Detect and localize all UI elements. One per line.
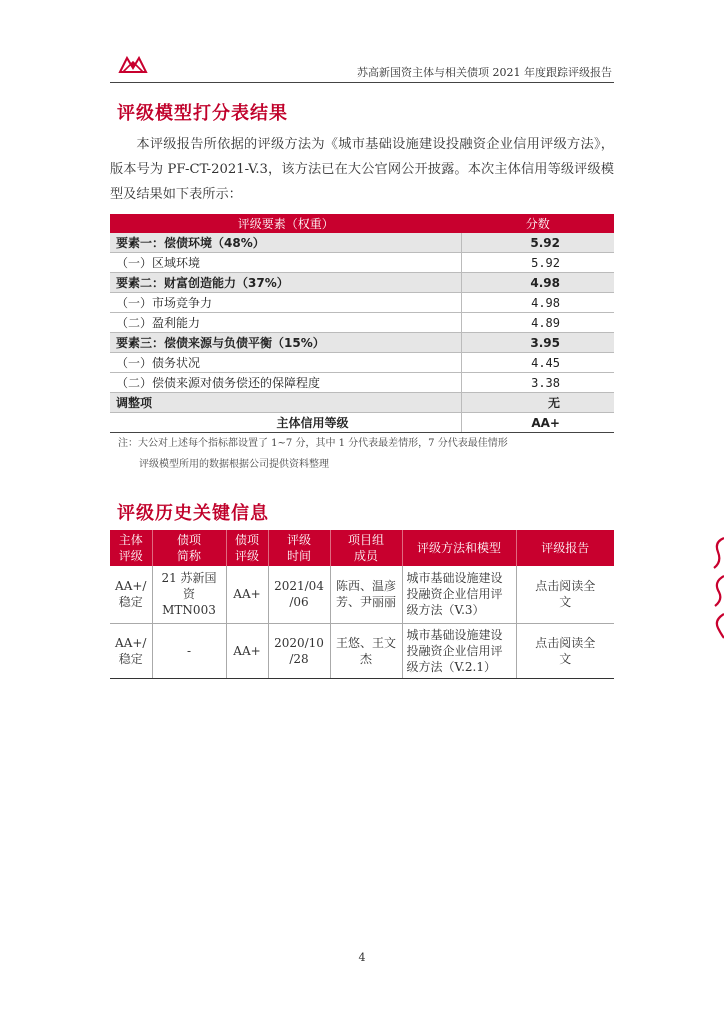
table-row: [110, 393, 614, 413]
column-header-method: 评级方法和模型: [402, 530, 516, 566]
table-row-final-rating: [110, 413, 614, 433]
factor-label: （二）偿债来源对债务偿还的保障程度: [110, 373, 462, 393]
factor-label: （一）市场竞争力: [110, 293, 462, 313]
factor-score: 3.38: [462, 373, 615, 393]
factor-label: 调整项: [110, 393, 462, 413]
factor-label: （二）盈利能力: [110, 313, 462, 333]
table-row: [110, 253, 614, 273]
column-header-factor: 评级要素（权重）: [110, 214, 462, 233]
dagong-logo-icon: [118, 54, 148, 74]
bond-name: -: [152, 623, 226, 678]
rating-method: 城市基础设施建设 投融资企业信用评 级方法（V.3）: [402, 566, 516, 623]
header-divider: [110, 82, 614, 83]
table-row: [110, 273, 614, 293]
table-row: [110, 333, 614, 353]
bond-rating: AA+: [226, 566, 268, 623]
bond-name: 21 苏新国 资 MTN003: [152, 566, 226, 623]
team-members: 王悠、王文 杰: [330, 623, 402, 678]
score-table: [110, 214, 614, 433]
factor-label: 要素三：偿债来源与负债平衡（15%）: [110, 333, 462, 353]
column-header-bond-name: 债项 简称: [152, 530, 226, 566]
read-report-link[interactable]: 点击阅读全 文: [516, 623, 614, 678]
table-note-source: 评级模型所用的数据根据公司提供资料整理: [139, 459, 329, 470]
factor-label: （一）区域环境: [110, 253, 462, 273]
rating-method: 城市基础设施建设 投融资企业信用评 级方法（V.2.1）: [402, 623, 516, 678]
column-header-report: 评级报告: [516, 530, 614, 566]
factor-score: 无: [462, 393, 615, 413]
table-note: 注：大公对上述每个指标都设置了 1~7 分，其中 1 分代表最差情形，7 分代表最佳情形: [118, 438, 508, 449]
factor-score: 4.45: [462, 353, 615, 373]
team-members: 陈西、温彦 芳、尹丽丽: [330, 566, 402, 623]
factor-score: 4.89: [462, 313, 615, 333]
table-row: [110, 313, 614, 333]
column-header-team-members: 项目组 成员: [330, 530, 402, 566]
table-header-row: [110, 214, 614, 233]
rating-history-table: [110, 530, 614, 679]
column-header-issuer-rating: 主体 评级: [110, 530, 152, 566]
section-heading-rating-history: 评级历史关键信息: [117, 503, 269, 524]
page-number: 4: [358, 951, 366, 964]
factor-label: （一）债务状况: [110, 353, 462, 373]
column-header-rating-date: 评级 时间: [268, 530, 330, 566]
issuer-rating: AA+/ 稳定: [110, 623, 152, 678]
table-row: [110, 233, 614, 253]
final-rating-label: 主体信用等级: [110, 413, 462, 433]
factor-score: 3.95: [462, 333, 615, 353]
intro-paragraph: 本评级报告所依据的评级方法为《城市基础设施建设投融资企业信用评级方法》，版本号为 PF-CT-2021-V.3，该方法已在大公官网公开披露。本次主体信用等级评级模型及结果如下表所示：: [110, 137, 614, 202]
table-row: [110, 623, 614, 678]
factor-score: 4.98: [462, 273, 615, 293]
rating-date: 2020/10 /28: [268, 623, 330, 678]
rating-date: 2021/04 /06: [268, 566, 330, 623]
side-seal-icon: [710, 532, 724, 640]
read-report-link[interactable]: 点击阅读全 文: [516, 566, 614, 623]
table-header-row: [110, 530, 614, 566]
table-row: [110, 566, 614, 623]
issuer-rating: AA+/ 稳定: [110, 566, 152, 623]
table-row: [110, 293, 614, 313]
table-row: [110, 353, 614, 373]
final-rating-value: AA+: [462, 413, 615, 433]
factor-label: 要素一：偿债环境（48%）: [110, 233, 462, 253]
section-heading-model-score: 评级模型打分表结果: [117, 103, 288, 124]
factor-score: 4.98: [462, 293, 615, 313]
factor-score: 5.92: [462, 233, 615, 253]
column-header-bond-rating: 债项 评级: [226, 530, 268, 566]
table-row: [110, 373, 614, 393]
column-header-score: 分数: [462, 214, 615, 233]
header-title: 苏高新国资主体与相关债项 2021 年度跟踪评级报告: [357, 66, 612, 79]
factor-score: 5.92: [462, 253, 615, 273]
bond-rating: AA+: [226, 623, 268, 678]
factor-label: 要素二：财富创造能力（37%）: [110, 273, 462, 293]
